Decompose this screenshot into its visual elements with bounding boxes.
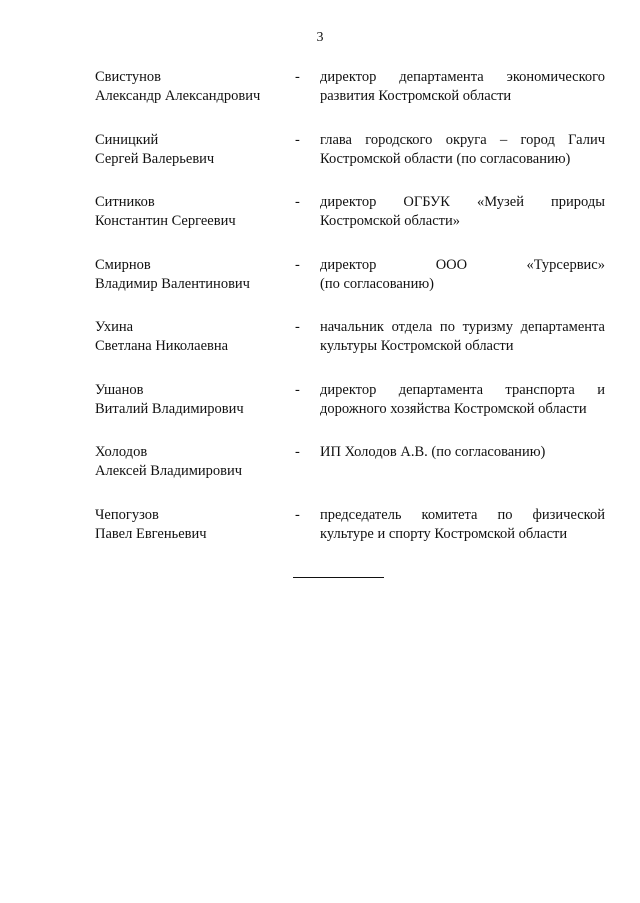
member-given-names: Алексей Владимирович (95, 463, 243, 479)
member-role-line: директор ООО «Турсервис» (320, 256, 605, 273)
member-dash: - (295, 444, 300, 460)
member-given-names: Светлана Николаевна (95, 338, 229, 354)
member-name (95, 506, 295, 544)
member-surname: Ухина (95, 319, 134, 335)
member-name (95, 131, 295, 169)
member-surname: Ушанов (95, 381, 144, 398)
member-role-line: культуре и спорту Костромской области (320, 525, 568, 542)
member-role-line: (по согласованию) (320, 275, 434, 292)
member-role-line: ИП Холодов А.В. (по согласованию) (320, 444, 546, 460)
member-entry (95, 443, 605, 506)
member-entry (95, 381, 605, 444)
member-dash: - (295, 319, 300, 335)
member-surname: Чепогузов (95, 506, 159, 523)
member-surname: Смирнов (95, 256, 151, 273)
member-surname: Свистунов (95, 69, 161, 85)
member-entry (95, 131, 605, 194)
member-role (320, 256, 605, 294)
member-role-line: начальник отдела по туризму департамента (320, 319, 605, 335)
member-role (320, 193, 605, 231)
member-entry (95, 68, 605, 131)
member-dash: - (295, 506, 300, 523)
member-surname: Ситников (95, 194, 155, 210)
member-role (320, 381, 605, 419)
member-role (320, 318, 605, 356)
member-dash: - (295, 69, 300, 85)
member-role-line: Костромской области (по согласованию) (320, 150, 571, 167)
member-role (320, 506, 605, 544)
member-role-line: развития Костромской области (320, 88, 512, 104)
member-role-line: директор ОГБУК «Музей природы (320, 194, 605, 210)
member-name (95, 318, 295, 356)
member-given-names: Константин Сергеевич (95, 213, 236, 229)
member-given-names: Сергей Валерьевич (95, 150, 215, 167)
member-given-names: Виталий Владимирович (95, 400, 244, 417)
member-surname: Холодов (95, 444, 148, 460)
member-dash: - (295, 131, 300, 148)
member-given-names: Павел Евгеньевич (95, 525, 207, 542)
member-role-line: дорожного хозяйства Костромской области (320, 400, 587, 417)
member-name (95, 443, 295, 481)
member-role-line: директор департамента экономического (320, 69, 605, 85)
member-entry (95, 506, 605, 569)
member-name (95, 381, 295, 419)
member-role (320, 131, 605, 169)
member-role (320, 68, 605, 106)
member-dash: - (295, 256, 300, 273)
member-list (95, 68, 605, 568)
member-given-names: Александр Александрович (95, 88, 261, 104)
member-role-line: председатель комитета по физической (320, 506, 605, 523)
member-role-line: культуры Костромской области (320, 338, 514, 354)
member-surname: Синицкий (95, 131, 159, 148)
member-role (320, 443, 605, 462)
member-name (95, 256, 295, 294)
member-dash: - (295, 194, 300, 210)
member-role-line: Костромской области» (320, 213, 461, 229)
member-entry (95, 256, 605, 319)
page-number: 3 (316, 30, 324, 45)
member-name (95, 68, 295, 106)
member-name (95, 193, 295, 231)
end-of-list-rule (293, 577, 384, 578)
member-entry (95, 193, 605, 256)
member-entry (95, 318, 605, 381)
member-role-line: глава городского округа – город Галич (320, 131, 605, 148)
member-given-names: Владимир Валентинович (95, 275, 250, 292)
member-dash: - (295, 381, 300, 398)
member-role-line: директор департамента транспорта и (320, 381, 605, 398)
